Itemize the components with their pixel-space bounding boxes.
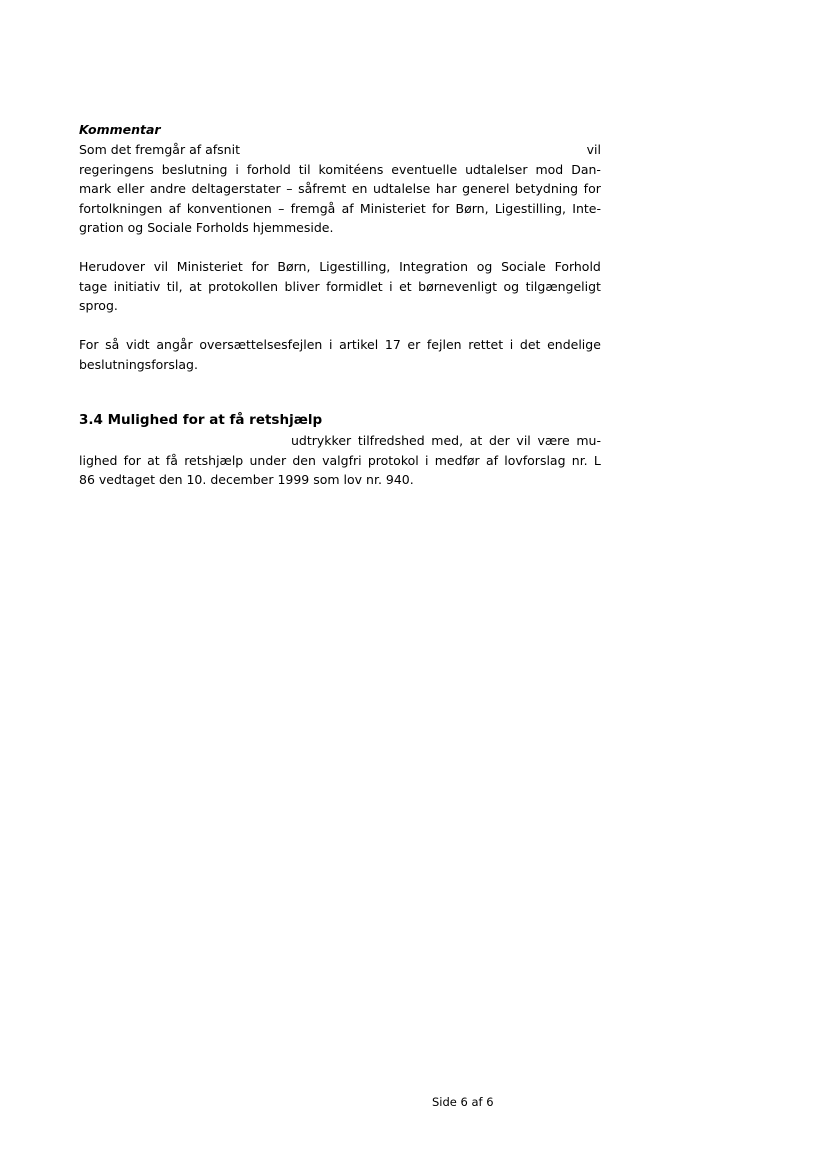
word: forhold	[246, 161, 291, 177]
word: tilgængeligt	[525, 278, 601, 294]
word: Ministeriet	[176, 259, 243, 274]
section-line-2	[79, 451, 601, 471]
word: formidlet	[326, 278, 383, 294]
word: valgfri	[322, 452, 362, 468]
word: –	[286, 181, 293, 196]
word: –	[278, 200, 285, 216]
word: komitéens	[318, 161, 384, 177]
comment-p1-line-1-left: Som det fremgår af afsnit	[79, 142, 240, 157]
word: at	[147, 452, 160, 468]
word: regeringens	[79, 161, 154, 177]
word: eller	[116, 181, 145, 196]
word: fremgå	[290, 200, 336, 216]
word: L	[593, 452, 601, 468]
word: artikel	[339, 337, 379, 352]
comment-heading: Kommentar	[79, 122, 161, 137]
word: i	[424, 452, 429, 468]
word: udtalelser	[465, 161, 528, 177]
comment-p1-line-4	[79, 199, 601, 219]
word: angår	[156, 337, 193, 352]
word: i	[328, 337, 333, 352]
word: i	[509, 337, 514, 352]
word: Ligestilling,	[494, 200, 567, 216]
word: beslutning	[161, 161, 228, 177]
section-line-3: 86 vedtaget den 10. december 1999 som lov nr. 940.	[79, 472, 414, 487]
word: udtrykker	[291, 433, 352, 448]
word: For	[79, 337, 99, 352]
word: tage	[79, 278, 108, 294]
word: mu-	[576, 433, 601, 448]
word: i	[389, 278, 393, 294]
word: nr.	[571, 452, 588, 468]
word: fejlen	[426, 337, 462, 352]
word: bliver	[284, 278, 320, 294]
word: andre	[149, 181, 186, 196]
word: af	[168, 200, 181, 216]
word: at	[469, 433, 483, 448]
word: og	[503, 278, 520, 294]
word: med,	[431, 433, 464, 448]
word: for	[251, 259, 269, 274]
word: lovforslag	[504, 452, 566, 468]
word: eventuelle	[391, 161, 458, 177]
word: vil	[516, 433, 531, 448]
word: lighed	[79, 452, 118, 468]
word: at	[189, 278, 202, 294]
word: initiativ	[113, 278, 161, 294]
word: har	[435, 181, 457, 196]
word: så	[105, 337, 120, 352]
comment-p2-line-2	[79, 277, 601, 297]
word: protokollen	[208, 278, 279, 294]
word: vil	[153, 259, 169, 274]
comment-p1-line-5: gration og Sociale Forholds hjemmeside.	[79, 220, 334, 235]
word: såfremt	[298, 181, 347, 196]
word: af	[485, 452, 498, 468]
word: vidt	[126, 337, 150, 352]
word: den	[292, 452, 316, 468]
comment-p1-line-1	[79, 140, 601, 160]
word: i	[235, 161, 239, 177]
word: tilfredshed	[357, 433, 425, 448]
word: oversættelsesfejlen	[199, 337, 323, 352]
word: Forhold	[554, 259, 601, 274]
word: der	[488, 433, 510, 448]
word: 17	[384, 337, 401, 352]
comment-p1-line-1-right: vil	[586, 142, 601, 157]
word: Dan-	[571, 161, 601, 177]
word: Sociale	[501, 259, 546, 274]
comment-p2-line-3: sprog.	[79, 298, 118, 313]
word: udtalelse	[373, 181, 431, 196]
word: være	[537, 433, 570, 448]
word: Ministeriet	[359, 200, 426, 216]
word: til	[298, 161, 311, 177]
word: et	[399, 278, 412, 294]
comment-p1-line-3	[79, 179, 601, 199]
section-heading: 3.4 Mulighed for at få retshjælp	[79, 412, 323, 428]
page-number: Side 6 af 6	[432, 1095, 494, 1109]
word: fortolkningen	[79, 200, 163, 216]
word: til,	[166, 278, 183, 294]
word: endelige	[547, 337, 601, 352]
word: for	[432, 200, 450, 216]
word: Herudover	[79, 259, 145, 274]
comment-p3-line-2: beslutningsforslag.	[79, 356, 198, 372]
word: Integration	[399, 259, 469, 274]
word: under	[249, 452, 287, 468]
word: Børn,	[455, 200, 489, 216]
word: Børn,	[277, 259, 311, 274]
word: medfør	[434, 452, 480, 468]
word: er	[407, 337, 421, 352]
word: børnevenligt	[418, 278, 498, 294]
word: for	[583, 181, 601, 196]
word: mark	[79, 181, 112, 196]
comment-p1-line-2	[79, 160, 601, 180]
word: for	[123, 452, 141, 468]
word: og	[476, 259, 493, 274]
word: af	[341, 200, 354, 216]
word: få	[165, 452, 178, 468]
word: betydning	[514, 181, 579, 196]
comment-p3-line-1	[79, 335, 601, 355]
section-line-1	[291, 431, 601, 451]
word: rettet	[468, 337, 504, 352]
word: retshjælp	[184, 452, 244, 468]
word: det	[519, 337, 541, 352]
comment-p2-line-1	[79, 257, 601, 277]
word: Ligestilling,	[319, 259, 391, 274]
word: generel	[462, 181, 510, 196]
word: en	[351, 181, 368, 196]
word: deltagerstater	[191, 181, 281, 196]
word: konventionen	[186, 200, 272, 216]
word: protokol	[367, 452, 419, 468]
word: mod	[535, 161, 564, 177]
word: Inte-	[572, 200, 601, 216]
